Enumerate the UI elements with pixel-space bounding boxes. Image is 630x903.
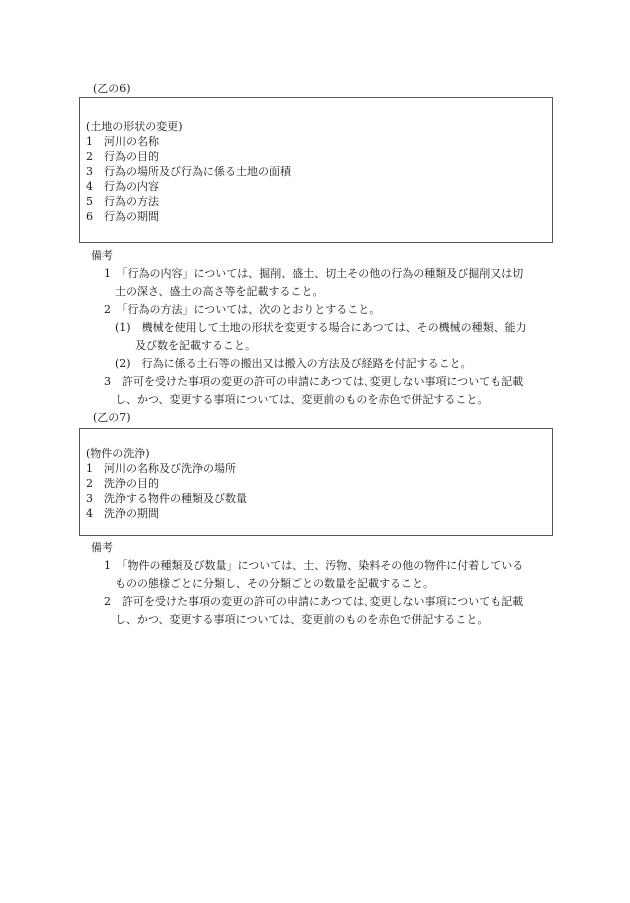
form-item: 1 河川の名称 [86, 135, 159, 148]
remark-line: 1 「物件の種類及び数量」については、土、汚物、染料その他の物件に付着している [104, 559, 524, 572]
form-item: 6 行為の期間 [86, 210, 159, 223]
form-item: 1 河川の名称及び洗浄の場所 [86, 462, 236, 475]
remark-line: 土の深さ、盛土の高さ等を記載すること。 [115, 285, 324, 298]
remark-line: し、かつ、変更する事項については、変更前のものを赤色で併記すること。 [115, 613, 489, 626]
form-item: 4 洗浄の期間 [86, 507, 159, 520]
form-item: 2 洗浄の目的 [86, 477, 159, 490]
remark-line: 3 許可を受けた事項の変更の許可の申請にあつては､変更しない事項についても記載 [104, 375, 524, 388]
section-6-label: (乙の6) [93, 82, 131, 95]
section-7-label: (乙の7) [93, 411, 131, 424]
form-box-object-washing [79, 428, 553, 536]
remark-line: (1) 機械を使用して土地の形状を変更する場合にあつては、その機械の種類、能力 [115, 321, 527, 334]
remark-line: 1 「行為の内容」については、掘削、盛土、切土その他の行為の種類及び掘削又は切 [104, 267, 524, 280]
form-item: 2 行為の目的 [86, 150, 159, 163]
form-box-land-shape-change [79, 97, 553, 243]
remark-line: 2 「行為の方法」については、次のとおりとすること。 [104, 303, 381, 316]
remark-line: (2) 行為に係る土石等の搬出又は搬入の方法及び経路を付記すること。 [115, 357, 472, 370]
remark-line: 2 許可を受けた事項の変更の許可の申請にあつては､変更しない事項についても記載 [104, 595, 524, 608]
remark-line: 及び数を記載すること。 [135, 339, 256, 352]
remarks-heading: 備考 [91, 249, 113, 262]
form-item: 5 行為の方法 [86, 195, 159, 208]
form-title: (物件の洗浄) [86, 447, 150, 460]
form-item: 4 行為の内容 [86, 180, 159, 193]
remarks-heading: 備考 [91, 541, 113, 554]
form-item: 3 洗浄する物件の種類及び数量 [86, 492, 247, 505]
form-item: 3 行為の場所及び行為に係る土地の面積 [86, 165, 291, 178]
remark-line: し、かつ、変更する事項については、変更前のものを赤色で併記すること。 [115, 393, 489, 406]
remark-line: ものの態様ごとに分類し、その分類ごとの数量を記載すること。 [115, 577, 434, 590]
form-title: (土地の形状の変更) [86, 120, 183, 133]
